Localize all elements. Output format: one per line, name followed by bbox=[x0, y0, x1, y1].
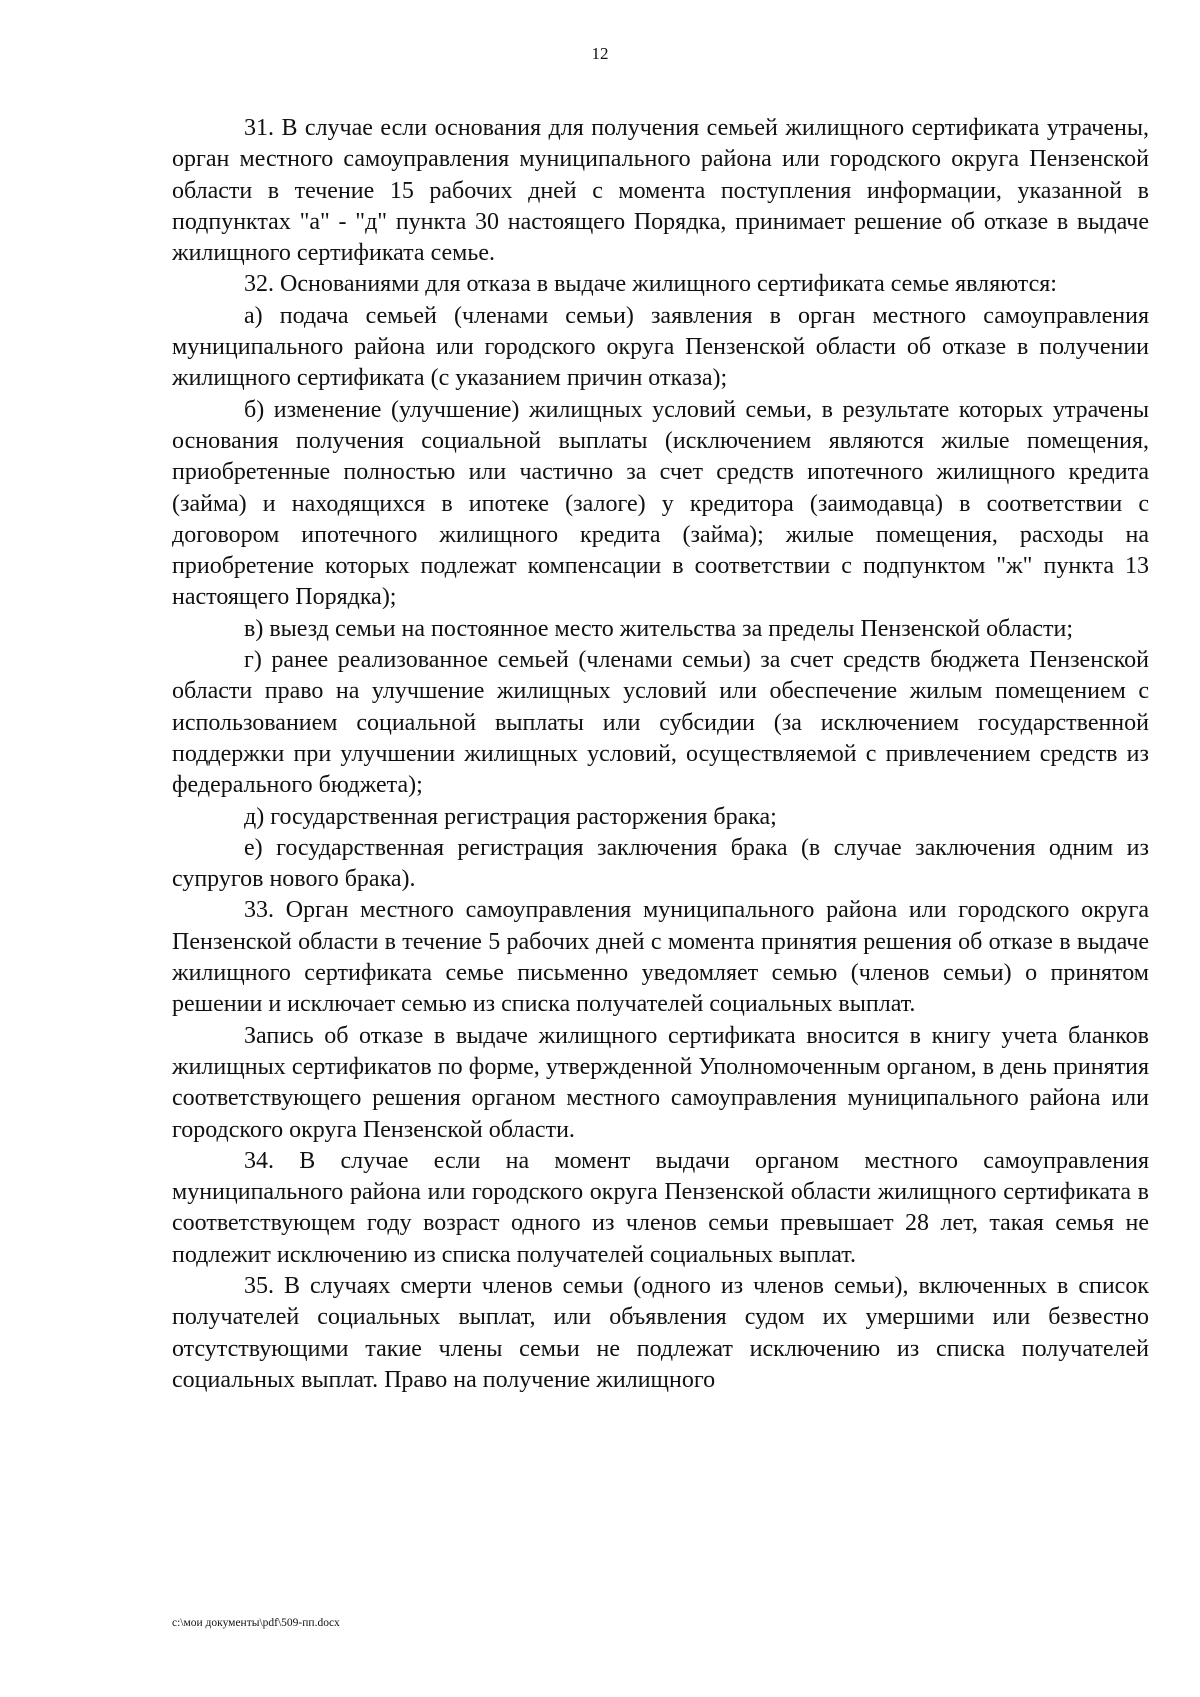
paragraph-32-g: г) ранее реализованное семьей (членами семьи) за счет средств бюджета Пензенской области право на улучшение жилищных условий или обеспечение жилым помещением с использованием социальной выплаты или субсидии (за исключением государственной поддержки при улучшении жилищных условий, осуществляемой с привлечением средств из федерального бюджета); bbox=[172, 647, 1149, 799]
document-body bbox=[172, 113, 1149, 1396]
page-number: 12 bbox=[591, 44, 609, 63]
paragraph-32: 32. Основаниями для отказа в выдаче жилищного сертификата семье являются: bbox=[244, 271, 1057, 298]
footer-file-path: c:\мои документы\pdf\509-пп.docx bbox=[172, 1617, 340, 1629]
paragraph-32-a: а) подача семьей (членами семьи) заявления в орган местного самоуправления муниципального района или городского округа Пензенской области об отказе в получении жилищного сертификата (с указанием причин отказа); bbox=[172, 302, 1149, 392]
paragraph-33-record: Запись об отказе в выдаче жилищного сертификата вносится в книгу учета бланков жилищных сертификатов по форме, утвержденной Уполномоченным органом, в день принятия соответствующего решения органом местного самоуправления муниципального района или городского округа Пензенской области. bbox=[172, 1022, 1149, 1143]
paragraph-32-v: в) выезд семьи на постоянное место жительства за пределы Пензенской области; bbox=[244, 615, 1074, 642]
paragraph-32-e: е) государственная регистрация заключения брака (в случае заключения одним из супругов нового брака). bbox=[172, 834, 1149, 893]
paragraph-32-d: д) государственная регистрация расторжения брака; bbox=[244, 803, 777, 830]
paragraph-34: 34. В случае если на момент выдачи органом местного самоуправления муниципального района или городского округа Пензенской области жилищного сертификата в соответствующем году возраст одного из членов семьи превышает 28 лет, такая семья не подлежит исключению из списка получателей социальных выплат. bbox=[172, 1147, 1149, 1268]
paragraph-31: 31. В случае если основания для получения семьей жилищного сертификата утрачены, орган местного самоуправления муниципального района или городского округа Пензенской области в течение 15 рабочих дней с момента поступления информации, указанной в подпунктах "а" - "д" пункта 30 настоящего Порядка, принимает решение об отказе в выдаче жилищного сертификата семье. bbox=[172, 115, 1149, 267]
paragraph-35: 35. В случаях смерти членов семьи (одного из членов семьи), включенных в список получателей социальных выплат, или объявления судом их умершими или безвестно отсутствующими такие члены семьи не подлежат исключению из списка получателей социальных выплат. Право на получение жилищного bbox=[172, 1272, 1149, 1393]
paragraph-33: 33. Орган местного самоуправления муниципального района или городского округа Пензенской области в течение 5 рабочих дней с момента принятия решения об отказе в выдаче жилищного сертификата семье письменно уведомляет семью (членов семьи) о принятом решении и исключает семью из списка получателей социальных выплат. bbox=[172, 897, 1149, 1018]
paragraph-32-b: б) изменение (улучшение) жилищных условий семьи, в результате которых утрачены основания получения социальной выплаты (исключением являются жилые помещения, приобретенные полностью или частично за счет средств ипотечного жилищного кредита (займа) и находящихся в ипотеке (залоге) у кредитора (заимодавца) в соответствии с договором ипотечного жилищного кредита (займа); жилые помещения, расходы на приобретение которых подлежат компенсации в соответствии с подпунктом "ж" пункта 13 настоящего Порядка); bbox=[172, 396, 1149, 611]
